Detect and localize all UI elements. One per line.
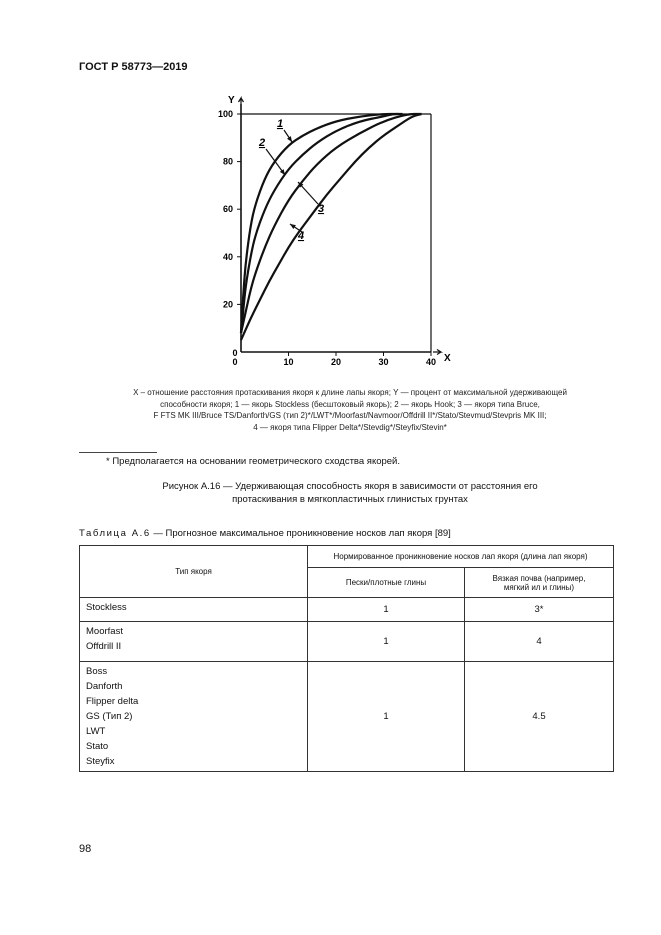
header-anchor-type: Тип якоря: [80, 546, 308, 598]
chart-curve-labels: [258, 118, 324, 242]
x-tick-label: 30: [378, 357, 389, 367]
x-axis-arrow: [433, 350, 441, 355]
y-tick-label: 80: [222, 156, 233, 167]
curve-series-3: [241, 114, 422, 333]
page-number: 98: [79, 843, 92, 855]
footnote: * Предполагается на основании геометрического сходства якорей.: [106, 456, 401, 467]
table-row: [80, 662, 614, 772]
x-tick-label: 40: [425, 357, 437, 367]
curve-leader-arrowhead-1: [287, 136, 292, 142]
clay-value: 3*: [465, 598, 614, 622]
document-header: ГОСТ Р 58773—2019: [79, 61, 188, 73]
chart-curves: [241, 114, 422, 340]
anchor-name: Stato: [86, 741, 109, 752]
header-sand: Пески/плотные глины: [308, 568, 465, 598]
figure-title: [120, 481, 580, 506]
curve-leader-arrowhead-2: [280, 169, 285, 175]
curve-label-3: 3: [317, 203, 325, 215]
caption-line: F FTS MK III/Bruce TS/Danforth/GS (тип 2)*/LWT*/Moorfast/Navmoor/Offdrill II*/Stato/Stevmud/Stevpris MK III;: [153, 411, 547, 420]
header-normalized-penetration: Нормированное проникновение носков лап якоря (длина лап якоря): [308, 546, 614, 568]
anchor-names: [80, 662, 308, 772]
sand-value: 1: [308, 622, 465, 662]
y-axis-arrow: [239, 98, 244, 104]
table-caption-number: Таблица А.6: [79, 528, 151, 539]
y-tick-label: 60: [222, 204, 233, 215]
curve-label-4: 4: [297, 230, 305, 242]
holding-capacity-chart: [0, 0, 661, 380]
x-tick-label: 0: [232, 357, 238, 367]
x-tick-label: 20: [330, 357, 342, 367]
sand-value: 1: [308, 598, 465, 622]
anchor-name: Danforth: [86, 681, 123, 692]
figure-title-line: Рисунок А.16 — Удерживающая способность якоря в зависимости от расстояния его: [162, 481, 538, 492]
clay-value: 4.5: [465, 662, 614, 772]
anchor-name: Stockless: [86, 602, 127, 613]
chart-axes: [228, 95, 451, 364]
sand-value: 1: [308, 662, 465, 772]
y-axis-label: Y: [228, 95, 235, 106]
anchor-name: Moorfast: [86, 626, 123, 637]
curve-series-2: [241, 114, 403, 333]
x-axis-label: X: [444, 353, 451, 364]
x-tick-label: 10: [283, 357, 294, 367]
y-tick-label: 20: [222, 299, 233, 310]
anchor-name: Boss: [86, 666, 108, 677]
figure-legend-caption: [60, 387, 640, 433]
header-soft-clay: Вязкая почва (например, мягкий ил и глины): [465, 568, 614, 598]
penetration-table: [79, 545, 614, 772]
figure-title-line: протаскивания в мягкопластичных глинистых грунтах: [232, 493, 468, 505]
y-tick-label: 40: [222, 251, 233, 262]
anchor-name: Flipper delta: [86, 696, 139, 707]
chart-ticks: [218, 109, 436, 367]
anchor-name: LWT: [86, 726, 106, 737]
anchor-name: Steyfix: [86, 756, 115, 767]
anchor-names: [80, 598, 308, 622]
table-row: [80, 622, 614, 662]
footnote-divider: [79, 452, 157, 453]
curve-label-1: 1: [276, 118, 284, 130]
caption-line: X – отношение расстояния протаскивания якоря к длине лапы якоря; Y — процент от максимальной удерживающей: [133, 388, 567, 397]
curve-leader-arrowhead-4: [290, 224, 296, 229]
caption-line: способности якоря; 1 — якорь Stockless (бесштоковый якорь); 2 — якорь Hook; 3 — якоря типа Bruce,: [160, 399, 540, 409]
y-tick-label: 100: [217, 109, 233, 119]
clay-value: 4: [465, 622, 614, 662]
curve-label-2: 2: [258, 137, 266, 149]
caption-line: 4 — якоря типа Flipper Delta*/Stevdig*/Steyfix/Stevin*: [253, 422, 447, 432]
table-row: [80, 598, 614, 622]
table-caption-text: — Прогнозное максимальное проникновение носков лап якоря [89]: [150, 528, 451, 539]
curve-series-4: [241, 114, 422, 340]
anchor-names: [80, 622, 308, 662]
anchor-name: GS (Тип 2): [86, 711, 133, 722]
y-tick-label: 0: [232, 348, 238, 358]
anchor-name: Offdrill II: [86, 641, 122, 652]
table-caption: [79, 528, 451, 539]
